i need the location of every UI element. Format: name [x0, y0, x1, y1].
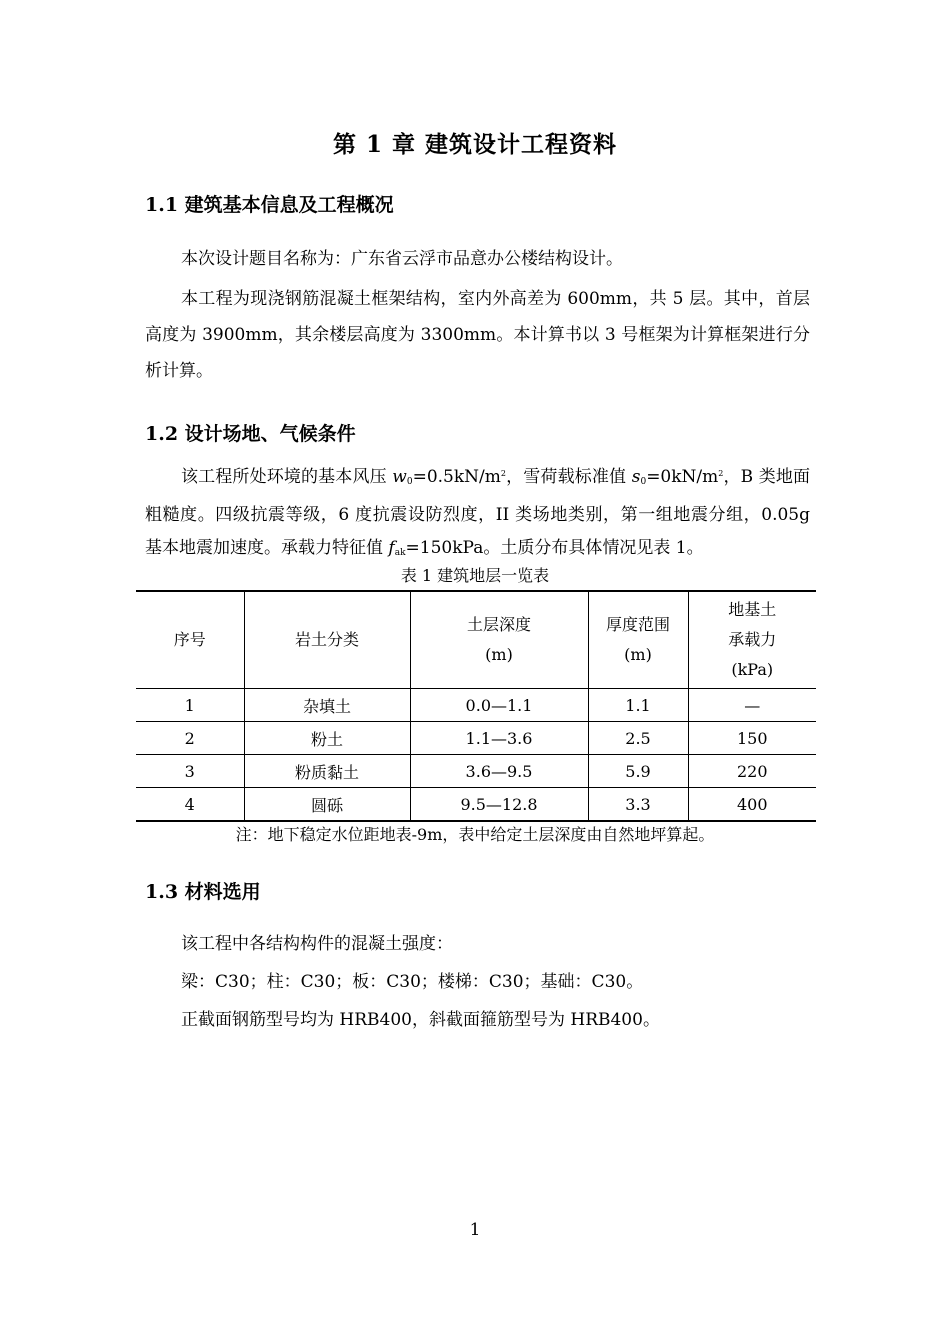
cell-soil-type: 粉土	[244, 722, 410, 755]
paragraph-component-grades: 梁：C30；柱：C30；板：C30；楼梯：C30；基础：C30。	[181, 972, 644, 992]
paragraph-site-conditions	[145, 457, 810, 570]
cell-bearing-capacity: 220	[688, 755, 816, 788]
cell-thickness: 3.3	[588, 788, 688, 822]
cell-index: 2	[136, 722, 244, 755]
cell-depth: 3.6—9.5	[410, 755, 588, 788]
wind-pressure-value: =0.5kN/m	[412, 467, 501, 487]
header-depth-label: 土层深度	[466, 615, 531, 634]
cell-bearing-capacity: —	[688, 689, 816, 722]
site-text-b: ，雪荷载标准值	[506, 467, 632, 487]
paragraph-rebar-grades: 正截面钢筋型号均为 HRB400，斜截面箍筋型号为 HRB400。	[181, 1010, 660, 1030]
bearing-capacity-value: =150kPa	[405, 538, 484, 558]
bearing-capacity-subscript: ak	[394, 548, 406, 558]
header-depth-unit: (m)	[485, 645, 513, 664]
paragraph-project-name: 本次设计题目名称为：广东省云浮市品意办公楼结构设计。	[181, 249, 623, 269]
cell-thickness: 1.1	[588, 689, 688, 722]
table-note: 注：地下稳定水位距地表-9m，表中给定土层深度由自然地坪算起。	[235, 825, 715, 844]
snow-unit-superscript: 2	[718, 469, 724, 478]
cell-depth: 9.5—12.8	[410, 788, 588, 822]
cell-bearing-capacity: 400	[688, 788, 816, 822]
header-thickness	[588, 591, 688, 689]
cell-index: 1	[136, 689, 244, 722]
paragraph-project-overview: 本工程为现浇钢筋混凝土框架结构，室内外高差为 600mm，共 5 层。其中，首层高度为 3900mm，其余楼层高度为 3300mm。本计算书以 3 号框架为计算框架进行分析计算。	[145, 289, 810, 381]
wind-pressure-symbol: w	[392, 467, 407, 487]
table-row	[136, 788, 816, 822]
cell-index: 4	[136, 788, 244, 822]
cell-bearing-capacity: 150	[688, 722, 816, 755]
site-text-c: ，B 类地面粗糙度。四级抗震等级，6 度抗震设防烈度，II 类场地类别，第一组地震分组，0.05g 基本地震加速度。承载力特征值	[145, 467, 810, 558]
cell-thickness: 2.5	[588, 722, 688, 755]
cell-soil-type: 圆砾	[244, 788, 410, 822]
header-depth	[410, 591, 588, 689]
header-thickness-unit: (m)	[624, 645, 652, 664]
section-heading-1-2: 1.2 设计场地、气候条件	[145, 423, 356, 445]
cell-depth: 1.1—3.6	[410, 722, 588, 755]
wind-pressure-subscript: 0	[406, 477, 413, 487]
section-heading-1-1: 1.1 建筑基本信息及工程概况	[145, 194, 394, 216]
table-caption: 表 1 建筑地层一览表	[400, 566, 550, 585]
section-heading-1-3: 1.3 材料选用	[145, 881, 261, 903]
snow-load-value: =0kN/m	[646, 467, 719, 487]
cell-index: 3	[136, 755, 244, 788]
snow-load-subscript: 0	[640, 477, 647, 487]
wind-unit-superscript: 2	[500, 469, 506, 478]
soil-layer-table	[136, 590, 816, 822]
header-bearing-unit: (kPa)	[731, 660, 774, 679]
header-soil-type: 岩土分类	[244, 591, 410, 689]
paragraph-concrete-strength: 该工程中各结构构件的混凝土强度：	[181, 934, 453, 954]
header-bearing-label-2: 承载力	[728, 630, 777, 649]
cell-depth: 0.0—1.1	[410, 689, 588, 722]
header-index: 序号	[136, 591, 244, 689]
snow-load-symbol: s	[631, 467, 641, 487]
chapter-title: 第 1 章 建筑设计工程资料	[332, 131, 618, 158]
table-row	[136, 722, 816, 755]
header-thickness-label: 厚度范围	[605, 615, 670, 634]
cell-soil-type: 粉质黏土	[244, 755, 410, 788]
bearing-capacity-symbol: f	[388, 538, 395, 558]
site-text-a: 该工程所处环境的基本风压	[181, 467, 393, 487]
cell-thickness: 5.9	[588, 755, 688, 788]
page-number: 1	[469, 1220, 481, 1240]
header-bearing-capacity	[688, 591, 816, 689]
header-bearing-label-1: 地基土	[728, 600, 777, 619]
cell-soil-type: 杂填土	[244, 689, 410, 722]
site-text-d: 。土质分布具体情况见表 1。	[483, 538, 704, 558]
table-header-row	[136, 591, 816, 689]
table-row	[136, 755, 816, 788]
table-row	[136, 689, 816, 722]
